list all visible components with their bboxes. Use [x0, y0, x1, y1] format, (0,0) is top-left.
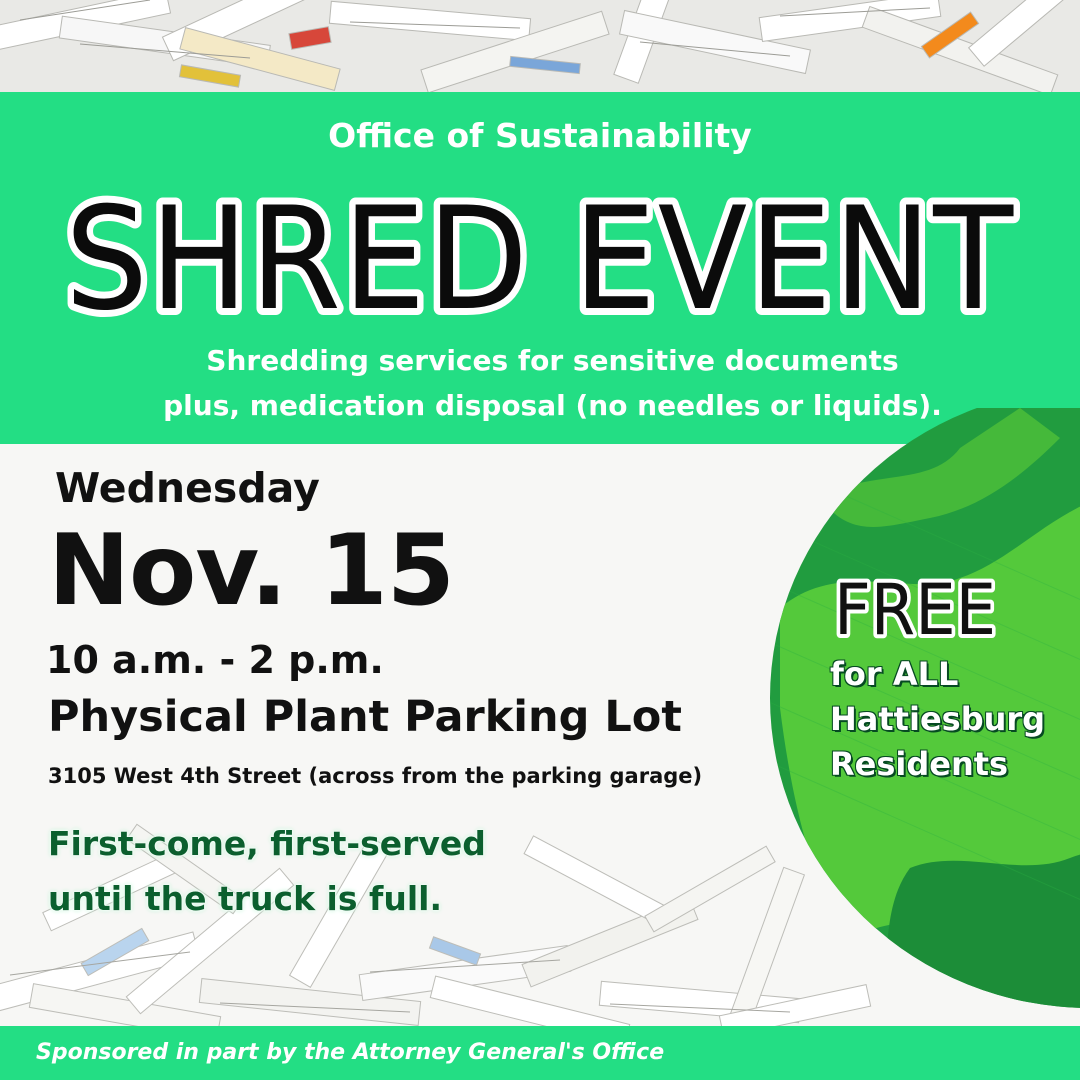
eligibility-line-3: Residents: [830, 745, 1009, 783]
shred-event-title: [0, 150, 1080, 340]
note-line-1: First-come, first-served: [48, 824, 486, 863]
eligibility-line-1: for ALL: [830, 655, 959, 693]
eligibility-line-2: Hattiesburg: [830, 700, 1046, 738]
event-address: 3105 West 4th Street (across from the parking garage): [48, 764, 703, 788]
note-line-2: until the truck is full.: [48, 879, 443, 918]
sponsor-credit: Sponsored in part by the Attorney General's Office: [36, 1040, 665, 1065]
organization-name: Office of Sustainability: [328, 116, 752, 155]
first-come-note: [48, 816, 486, 926]
services-line-1: Shredding services for sensitive documents: [206, 344, 899, 377]
free-text: FREE: [834, 569, 996, 644]
free-eligibility: [830, 652, 1045, 787]
event-date: Nov. 15: [48, 514, 454, 628]
shred-event-title-text: SHRED EVENT: [65, 177, 1015, 340]
event-location: Physical Plant Parking Lot: [48, 692, 682, 742]
event-time: 10 a.m. - 2 p.m.: [46, 638, 384, 682]
free-badge-title: [832, 568, 1032, 644]
event-day: Wednesday: [55, 464, 320, 512]
services-line-2: plus, medication disposal (no needles or liquids).: [163, 389, 942, 422]
